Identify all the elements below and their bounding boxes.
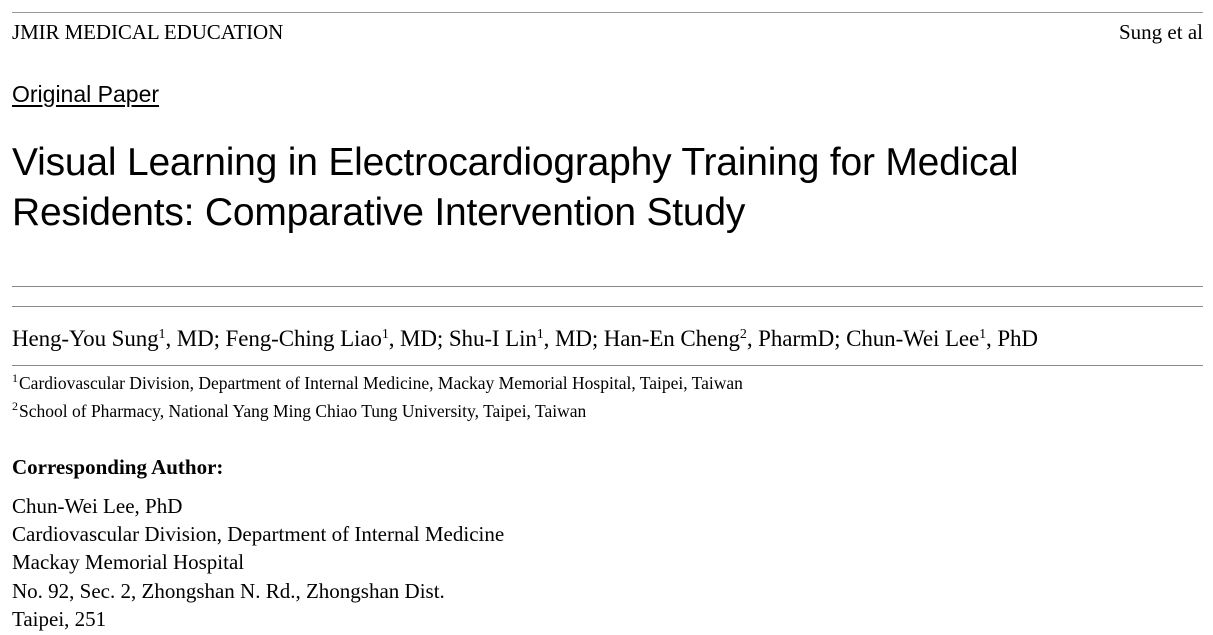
affiliation-text: School of Pharmacy, National Yang Ming Chiao Tung University, Taipei, Taiwan bbox=[19, 401, 587, 421]
author-degree: , PharmD; bbox=[746, 326, 847, 351]
affiliation-1 bbox=[12, 372, 743, 396]
author-name: Heng-You Sung bbox=[12, 326, 159, 351]
author-affil-marker: 1 bbox=[536, 327, 544, 342]
author-name: Shu-I Lin bbox=[448, 326, 537, 351]
author-name: Han-En Cheng bbox=[603, 326, 740, 351]
corresponding-author-name: Chun-Wei Lee, PhD bbox=[12, 494, 183, 518]
title-divider-bottom bbox=[12, 306, 1203, 307]
affiliation-number: 1 bbox=[12, 371, 18, 385]
author-degree: , MD; bbox=[388, 326, 449, 351]
author-name: Chun-Wei Lee bbox=[846, 326, 980, 351]
article-title: Visual Learning in Electrocardiography Training for Medical Residents: Comparative Intervention Study bbox=[12, 141, 1019, 234]
author-affil-marker: 1 bbox=[158, 327, 166, 342]
corresponding-address-line: Taipei, 251 bbox=[12, 606, 107, 631]
header-rule bbox=[12, 12, 1203, 13]
authors-divider bbox=[12, 365, 1203, 366]
corresponding-address-line: No. 92, Sec. 2, Zhongshan N. Rd., Zhongshan Dist. bbox=[12, 578, 445, 603]
author-degree: , MD; bbox=[165, 326, 226, 351]
author-name: Feng-Ching Liao bbox=[225, 326, 382, 351]
author-degree: , PhD bbox=[986, 326, 1038, 351]
title-divider-top bbox=[12, 286, 1203, 287]
author-list bbox=[12, 324, 1038, 358]
affiliation-2 bbox=[12, 400, 586, 424]
author-affil-marker: 1 bbox=[381, 327, 389, 342]
corresponding-author-heading: Corresponding Author: bbox=[12, 455, 224, 479]
corresponding-address-line: Mackay Memorial Hospital bbox=[12, 550, 245, 575]
article-type-link[interactable]: Original Paper bbox=[12, 81, 160, 107]
running-head: Sung et al bbox=[1119, 20, 1203, 44]
affiliation-text: Cardiovascular Division, Department of Internal Medicine, Mackay Memorial Hospital, Taipei, Taiwan bbox=[19, 373, 743, 393]
corresponding-address-line: Cardiovascular Division, Department of Internal Medicine bbox=[12, 522, 505, 547]
author-degree: , MD; bbox=[543, 326, 604, 351]
affiliation-number: 2 bbox=[12, 399, 18, 413]
journal-name: JMIR MEDICAL EDUCATION bbox=[12, 20, 284, 44]
corresponding-author-address bbox=[12, 492, 504, 633]
author-affil-marker: 2 bbox=[739, 327, 747, 342]
author-affil-marker: 1 bbox=[979, 327, 987, 342]
